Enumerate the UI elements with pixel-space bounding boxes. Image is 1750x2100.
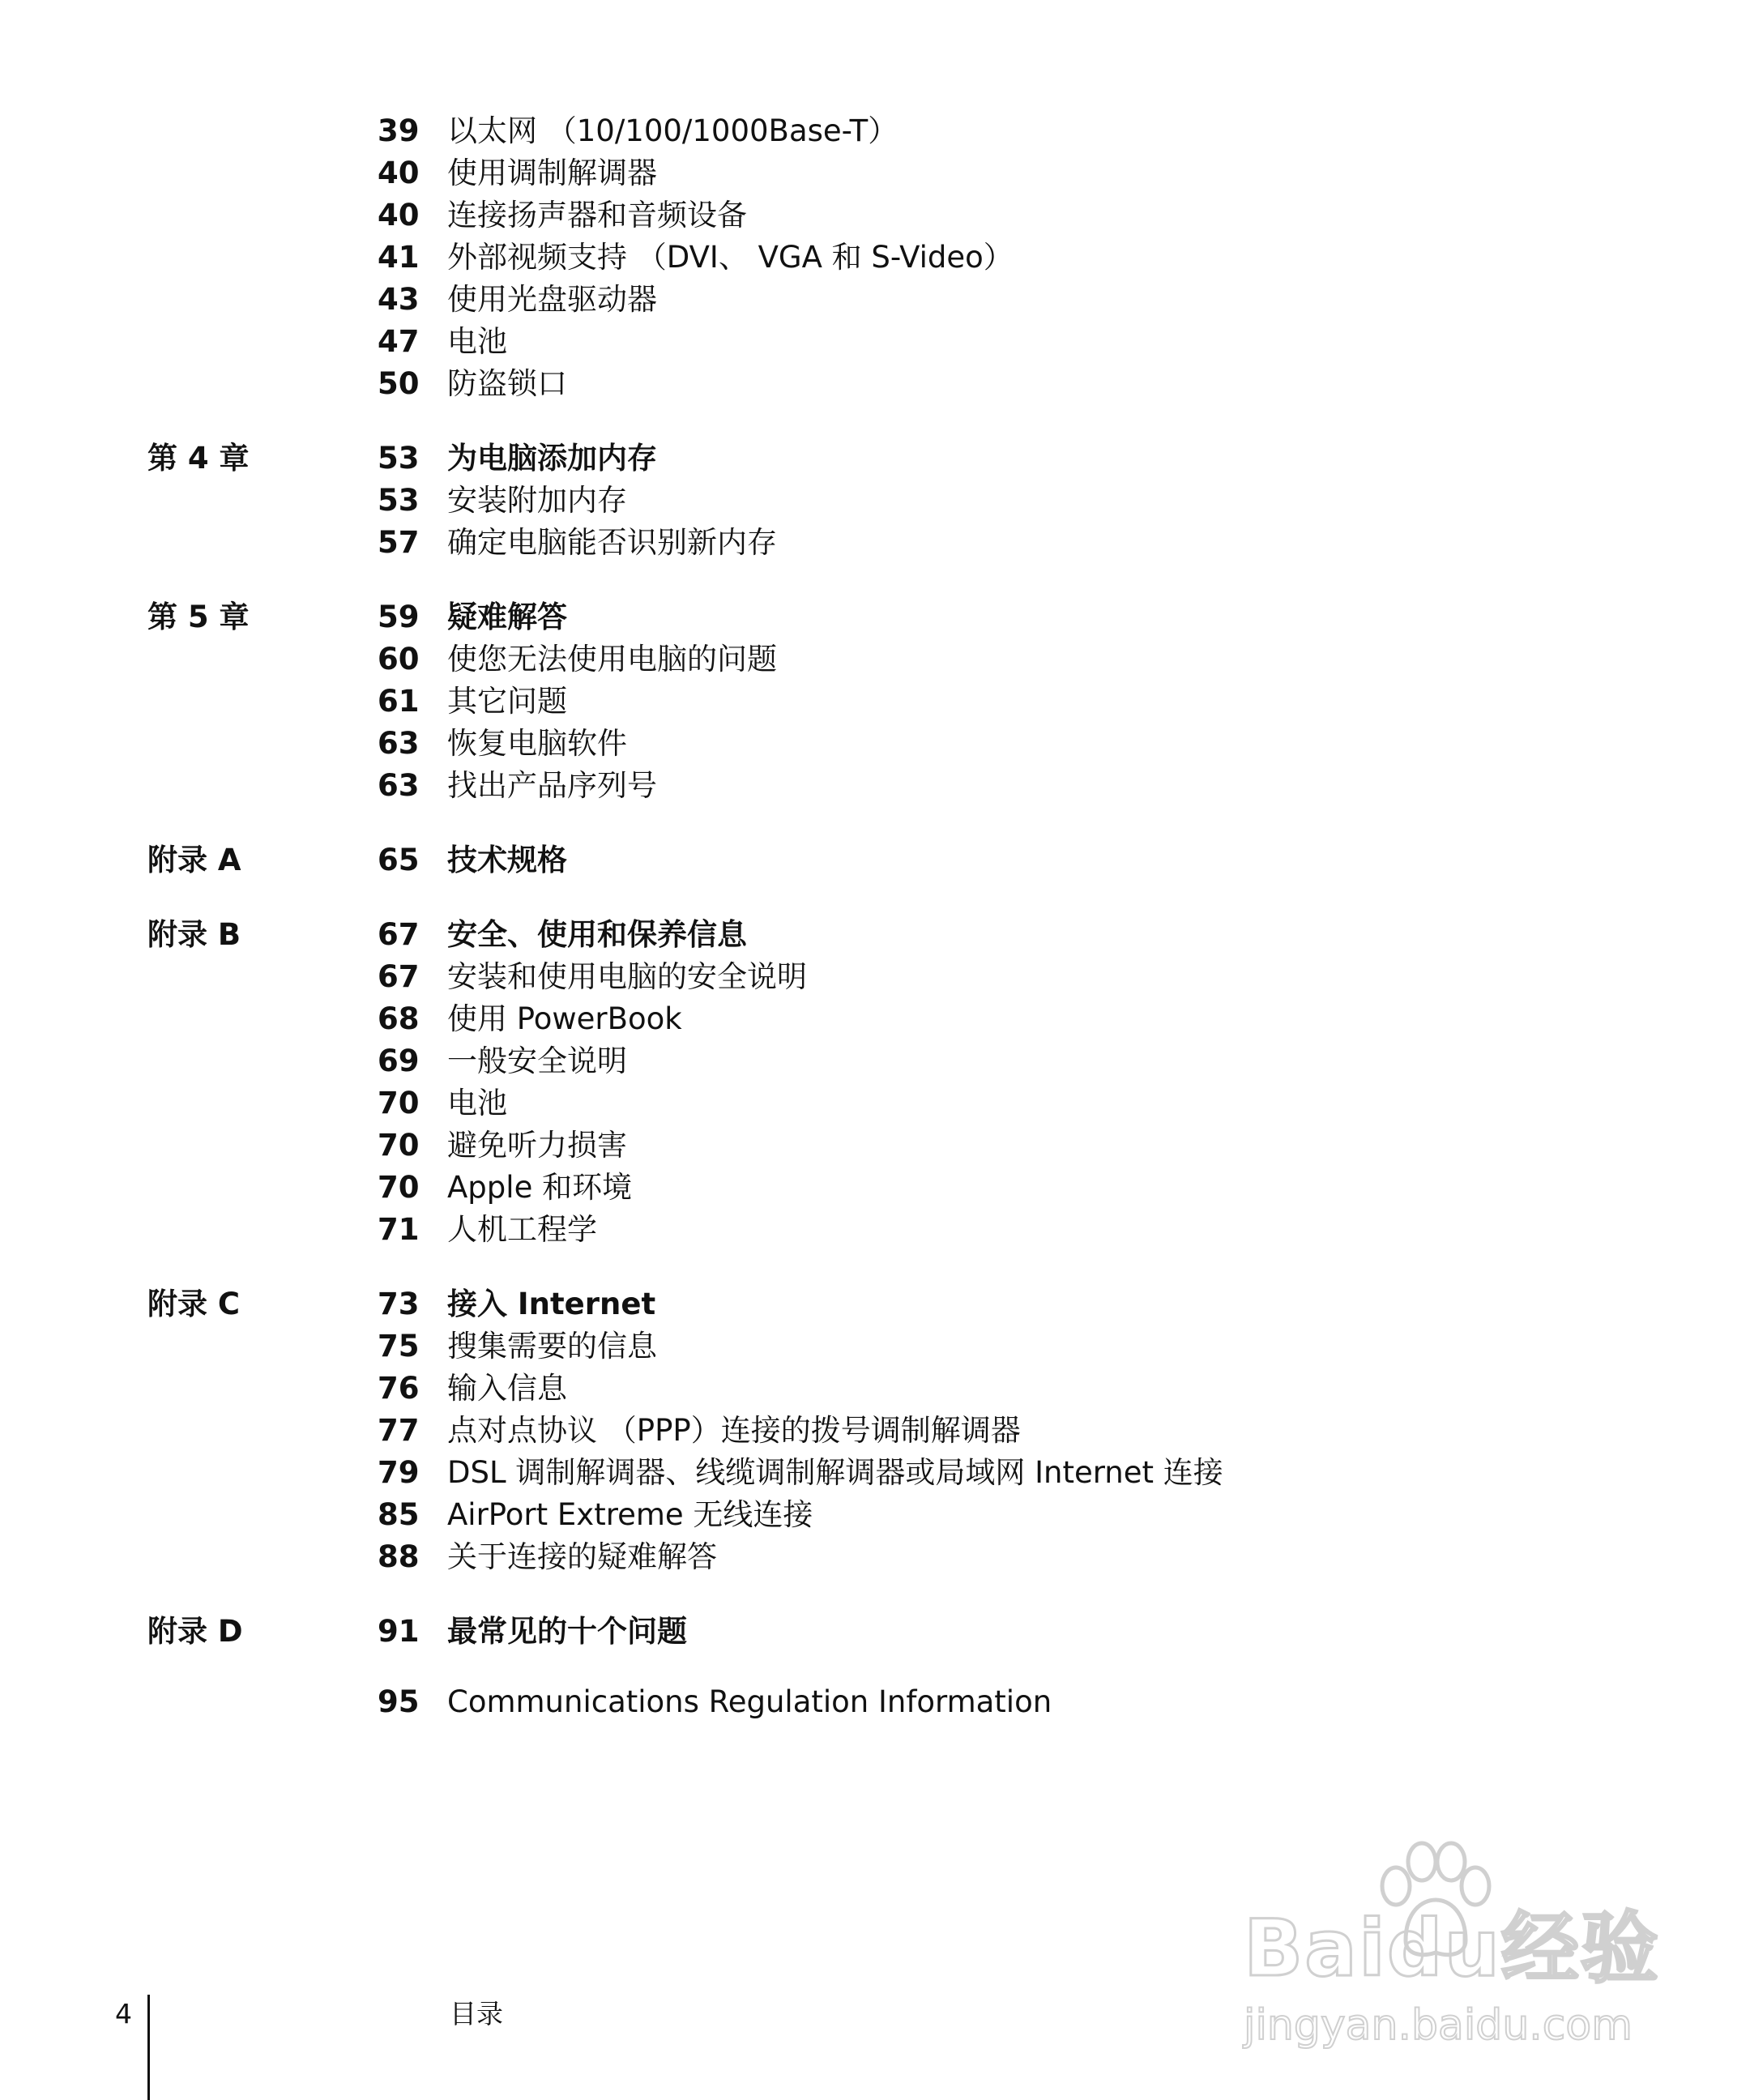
- toc-entry[interactable]: [0, 638, 1750, 681]
- page-number: 88: [378, 1539, 420, 1574]
- toc-entry[interactable]: [0, 1167, 1750, 1209]
- toc-entry[interactable]: [0, 1125, 1750, 1167]
- entry-title: Apple 和环境: [447, 1170, 633, 1205]
- toc-entry[interactable]: [0, 1325, 1750, 1368]
- page-number: 63: [378, 768, 420, 803]
- page-number: 71: [378, 1212, 420, 1247]
- page-number: 68: [378, 1001, 420, 1036]
- page-number: 85: [378, 1497, 420, 1532]
- footer-divider: [147, 1995, 150, 2100]
- page-number: 75: [378, 1329, 420, 1364]
- chapter-label: 附录 A: [147, 843, 241, 877]
- entry-title: 搜集需要的信息: [447, 1329, 657, 1364]
- entry-title: 使您无法使用电脑的问题: [447, 642, 777, 677]
- page-number: 40: [378, 198, 420, 233]
- page-number: 39: [378, 113, 420, 148]
- watermark-url: jingyan.baidu.com: [1244, 2001, 1633, 2050]
- toc-entry[interactable]: [0, 1536, 1750, 1578]
- entry-title: 其它问题: [447, 684, 567, 719]
- entry-title: 为电脑添加内存: [447, 441, 657, 476]
- page-number: 63: [378, 726, 420, 761]
- page-number: 61: [378, 684, 420, 719]
- toc-entry[interactable]: [0, 237, 1750, 279]
- entry-title: 点对点协议 （PPP）连接的拨号调制解调器: [447, 1413, 1021, 1448]
- footer-page-number: 4: [115, 1998, 132, 2030]
- toc-chapter-heading[interactable]: [0, 1283, 1750, 1325]
- toc-entry[interactable]: [0, 321, 1750, 363]
- toc-entry[interactable]: [0, 480, 1750, 522]
- entry-title: 关于连接的疑难解答: [447, 1539, 717, 1574]
- entry-title: 最常见的十个问题: [447, 1614, 687, 1649]
- page-number: 79: [378, 1455, 420, 1490]
- entry-title: 以太网 （10/100/1000Base-T）: [447, 113, 898, 148]
- entry-title: 安全、使用和保养信息: [447, 917, 747, 952]
- toc-entry[interactable]: [0, 765, 1750, 807]
- entry-title: 疑难解答: [447, 600, 567, 634]
- page-number: 70: [378, 1086, 420, 1120]
- baidu-jingyan-watermark: [1244, 1839, 1665, 2066]
- chapter-label: 附录 D: [147, 1614, 243, 1649]
- toc-chapter-heading[interactable]: [0, 1611, 1750, 1653]
- entry-title: 使用光盘驱动器: [447, 282, 657, 317]
- watermark-logo: Baidu经验: [1244, 1903, 1660, 1994]
- page-number: 43: [378, 282, 420, 317]
- toc-entry[interactable]: [0, 363, 1750, 405]
- entry-title: 技术规格: [447, 843, 567, 877]
- entry-title: DSL 调制解调器、线缆调制解调器或局域网 Internet 连接: [447, 1455, 1223, 1490]
- page-number: 67: [378, 917, 420, 952]
- chapter-label: 第 5 章: [147, 600, 250, 634]
- toc-chapter-heading[interactable]: [0, 914, 1750, 956]
- entry-title: 防盗锁口: [447, 366, 567, 401]
- entry-title: 电池: [447, 324, 507, 359]
- page-number: 47: [378, 324, 420, 359]
- chapter-label: 第 4 章: [147, 441, 250, 476]
- toc-entry[interactable]: [0, 1040, 1750, 1082]
- page-number: 70: [378, 1128, 420, 1163]
- entry-title: 避免听力损害: [447, 1128, 627, 1163]
- page-number: 57: [378, 525, 420, 560]
- toc-entry[interactable]: [0, 1082, 1750, 1125]
- page-number: 50: [378, 366, 420, 401]
- page-number: 70: [378, 1170, 420, 1205]
- footer-section-name: 目录: [450, 1998, 503, 2030]
- page-number: 40: [378, 156, 420, 190]
- page-number: 65: [378, 843, 420, 877]
- toc-entry[interactable]: [0, 1368, 1750, 1410]
- entry-title: 使用 PowerBook: [447, 1001, 682, 1036]
- toc-entry[interactable]: [0, 1452, 1750, 1494]
- page-number: 60: [378, 642, 420, 677]
- toc-entry[interactable]: [0, 1681, 1750, 1723]
- page-number: 77: [378, 1413, 420, 1448]
- page-number: 53: [378, 483, 420, 518]
- page-number: 73: [378, 1287, 420, 1321]
- page-number: 41: [378, 240, 420, 275]
- toc-entry[interactable]: [0, 152, 1750, 194]
- entry-title: 人机工程学: [447, 1212, 597, 1247]
- chapter-label: 附录 C: [147, 1287, 241, 1321]
- entry-title: 确定电脑能否识别新内存: [447, 525, 777, 560]
- toc-entry[interactable]: [0, 1209, 1750, 1251]
- entry-title: 接入 Internet: [447, 1287, 656, 1321]
- toc-entry[interactable]: [0, 522, 1750, 564]
- entry-title: AirPort Extreme 无线连接: [447, 1497, 813, 1532]
- entry-title: 找出产品序列号: [447, 768, 657, 803]
- entry-title: 输入信息: [447, 1371, 567, 1406]
- entry-title: 外部视频支持 （DVI、 VGA 和 S-Video）: [447, 240, 1014, 275]
- page-number: 95: [378, 1684, 420, 1719]
- page-number: 67: [378, 959, 420, 994]
- entry-title: 安装和使用电脑的安全说明: [447, 959, 807, 994]
- page-number: 91: [378, 1614, 420, 1649]
- entry-title: 连接扬声器和音频设备: [447, 198, 747, 233]
- toc-entry[interactable]: [0, 723, 1750, 765]
- entry-title: 一般安全说明: [447, 1044, 627, 1078]
- toc-entry[interactable]: [0, 1410, 1750, 1452]
- page-number: 59: [378, 600, 420, 634]
- entry-title: 恢复电脑软件: [447, 726, 627, 761]
- toc-chapter-heading[interactable]: [0, 839, 1750, 881]
- entry-title: Communications Regulation Information: [447, 1684, 1052, 1719]
- toc-entry[interactable]: [0, 681, 1750, 723]
- entry-title: 使用调制解调器: [447, 156, 657, 190]
- toc-chapter-heading[interactable]: [0, 596, 1750, 638]
- entry-title: 安装附加内存: [447, 483, 627, 518]
- toc-entry[interactable]: [0, 279, 1750, 321]
- toc-entry[interactable]: [0, 194, 1750, 237]
- toc-entry[interactable]: [0, 998, 1750, 1040]
- toc-entry[interactable]: [0, 1494, 1750, 1536]
- entry-title: 电池: [447, 1086, 507, 1120]
- chapter-label: 附录 B: [147, 917, 241, 952]
- page-number: 53: [378, 441, 420, 476]
- page-number: 76: [378, 1371, 420, 1406]
- toc-chapter-heading[interactable]: [0, 438, 1750, 480]
- page-number: 69: [378, 1044, 420, 1078]
- toc-entry[interactable]: [0, 956, 1750, 998]
- toc-entry[interactable]: [0, 110, 1750, 152]
